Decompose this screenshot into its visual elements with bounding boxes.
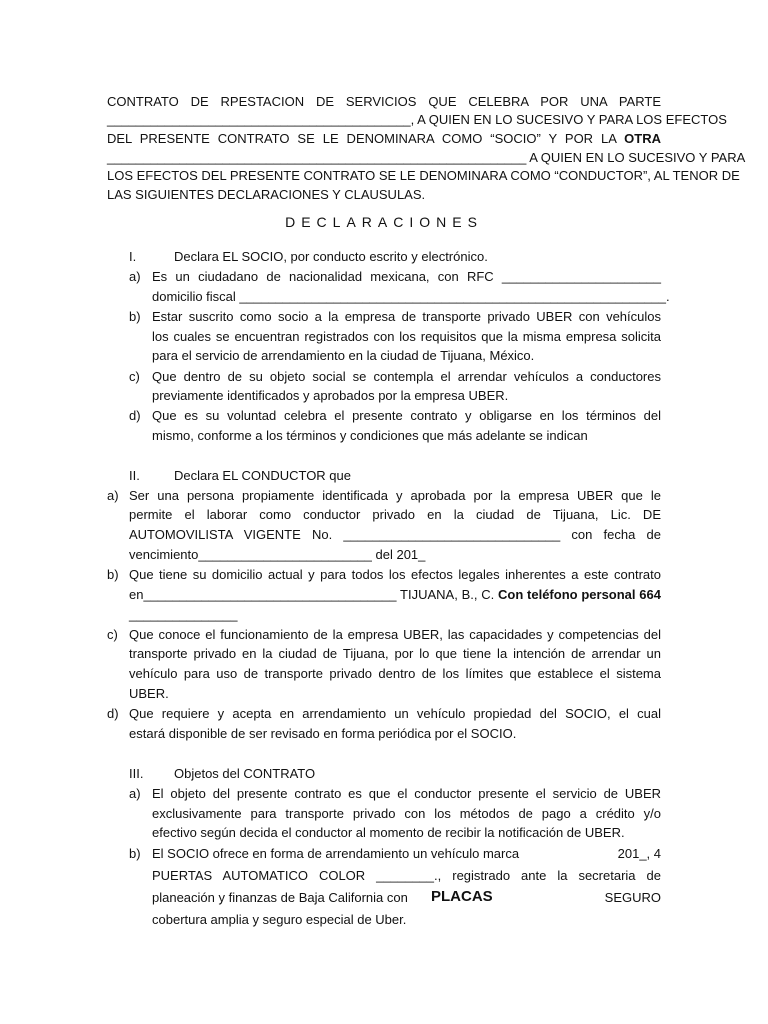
intro-line-2: __________________________________________, A QUIEN EN LO SUCESIVO Y PARA LOS EFECTOS	[107, 112, 727, 127]
item-3b-registered-text: registrado ante la secretaria de	[452, 868, 661, 883]
item-2c-line-3: vehículo para uso de transporte privado dentro de los límites que establece el sistema	[129, 666, 661, 681]
item-2b-line-2	[129, 585, 661, 604]
item-2a-line-2: permite el laborar como conductor privado en la ciudad de Tijuana, Lic. DE	[129, 507, 661, 522]
item-1c-line-1: Que dentro de su objeto social se contempla el arrendar vehículos a conductores	[152, 369, 661, 384]
intro-line-1: CONTRATO DE RPESTACION DE SERVICIOS QUE CELEBRA POR UNA PARTE	[107, 94, 661, 109]
item-3b-marker: b)	[129, 846, 141, 861]
intro-line-3-text: DEL PRESENTE CONTRATO SE LE DENOMINARA COMO “SOCIO” Y POR LA	[107, 131, 617, 146]
item-1b-line-3: para el servicio de arrendamiento en la ciudad de Tijuana, México.	[152, 348, 535, 363]
item-2a-line-4: vencimiento________________________ del 201_	[129, 547, 426, 562]
item-1c-marker: c)	[129, 369, 140, 384]
item-2c-marker: c)	[107, 627, 118, 642]
item-3b-color-field: PUERTAS AUTOMATICO COLOR ________.,	[152, 868, 442, 883]
item-3b-line-2	[152, 866, 661, 885]
item-2a-line-1: Ser una persona propiamente identificada y aprobada por la empresa UBER que le	[129, 488, 661, 503]
item-3a-line-3: efectivo según decida el conductor al momento de recibir la notificación de UBER.	[152, 825, 625, 840]
intro-line-5: LOS EFECTOS DEL PRESENTE CONTRATO SE LE DENOMINARA COMO “CONDUCTOR”, AL TENOR DE	[107, 168, 740, 183]
item-1d-line-2: mismo, conforme a los términos y condiciones que más adelante se indican	[152, 428, 588, 443]
item-2b-line-3: _______________	[129, 607, 238, 622]
section-1-number: I.	[129, 249, 137, 264]
item-3a-line-2: exclusivamente para transporte privado con los métodos de pago a crédito y/o	[152, 806, 661, 821]
item-2b-line-2-text: en___________________________________ TIJUANA, B., C.	[129, 587, 495, 602]
item-3b-line-3-text: planeación y finanzas de Baja California con	[152, 890, 408, 905]
section-2-number: II.	[129, 468, 140, 483]
item-2a-line-3: AUTOMOVILISTA VIGENTE No. ______________________________ con fecha de	[129, 527, 661, 542]
item-3b-line-1-year: 201_, 4	[617, 846, 661, 861]
item-1d-marker: d)	[129, 408, 141, 423]
section-heading: DECLARACIONES	[285, 214, 483, 230]
item-2a-marker: a)	[107, 488, 119, 503]
item-2c-line-4: UBER.	[129, 686, 169, 701]
section-3-title: Objetos del CONTRATO	[174, 766, 316, 781]
section-3-number: III.	[129, 766, 144, 781]
item-3b-plates-label: PLACAS	[431, 888, 493, 905]
item-1a-line-2: domicilio fiscal ___________________________________________________________.	[152, 289, 670, 304]
item-1b-line-2: los cuales se encuentran registrados con los requisitos que la misma empresa solicita	[152, 329, 661, 344]
item-2c-line-2: transporte privado en la ciudad de Tijuana, por lo que tiene la intención de arrendar un	[129, 646, 661, 661]
item-3a-line-1: El objeto del presente contrato es que el conductor presente el servicio de UBER	[152, 786, 661, 801]
item-1b-marker: b)	[129, 309, 141, 324]
item-1b-line-1: Estar suscrito como socio a la empresa de transporte privado UBER con vehículos	[152, 309, 661, 324]
item-2c-line-1: Que conoce el funcionamiento de la empresa UBER, las capacidades y competencias del	[129, 627, 661, 642]
item-3a-marker: a)	[129, 786, 141, 801]
item-3b-line-1-text: El SOCIO ofrece en forma de arrendamiento un vehículo marca	[152, 846, 520, 861]
intro-line-3	[107, 129, 661, 148]
item-1d-line-1: Que es su voluntad celebra el presente contrato y obligarse en los términos del	[152, 408, 661, 423]
item-1c-line-2: previamente identificados y aprobados por la empresa UBER.	[152, 388, 509, 403]
item-2d-line-2: estará disponible de ser revisado en forma periódica por el SOCIO.	[129, 726, 517, 741]
item-2b-marker: b)	[107, 567, 119, 582]
item-2d-line-1: Que requiere y acepta en arrendamiento un vehículo propiedad del SOCIO, el cual	[129, 706, 661, 721]
item-3b-insurance-label: SEGURO	[604, 890, 661, 905]
section-2-title: Declara EL CONDUCTOR que	[174, 468, 351, 483]
item-2b-phone-label: Con teléfono personal 664	[498, 587, 661, 602]
item-1a-line-1: Es un ciudadano de nacionalidad mexicana, con RFC ______________________	[152, 269, 661, 284]
intro-line-4: __________________________________________________________ A QUIEN EN LO SUCESIVO Y PARA	[107, 150, 746, 165]
intro-line-3-bold: OTRA	[624, 131, 661, 146]
item-2d-marker: d)	[107, 706, 119, 721]
item-1a-marker: a)	[129, 269, 141, 284]
item-2b-line-1: Que tiene su domicilio actual y para todos los efectos legales inherentes a este contrato	[129, 567, 661, 582]
section-1-title: Declara EL SOCIO, por conducto escrito y electrónico.	[174, 249, 488, 264]
intro-line-6: LAS SIGUIENTES DECLARACIONES Y CLAUSULAS.	[107, 187, 426, 202]
item-3b-line-4: cobertura amplia y seguro especial de Uber.	[152, 912, 407, 927]
